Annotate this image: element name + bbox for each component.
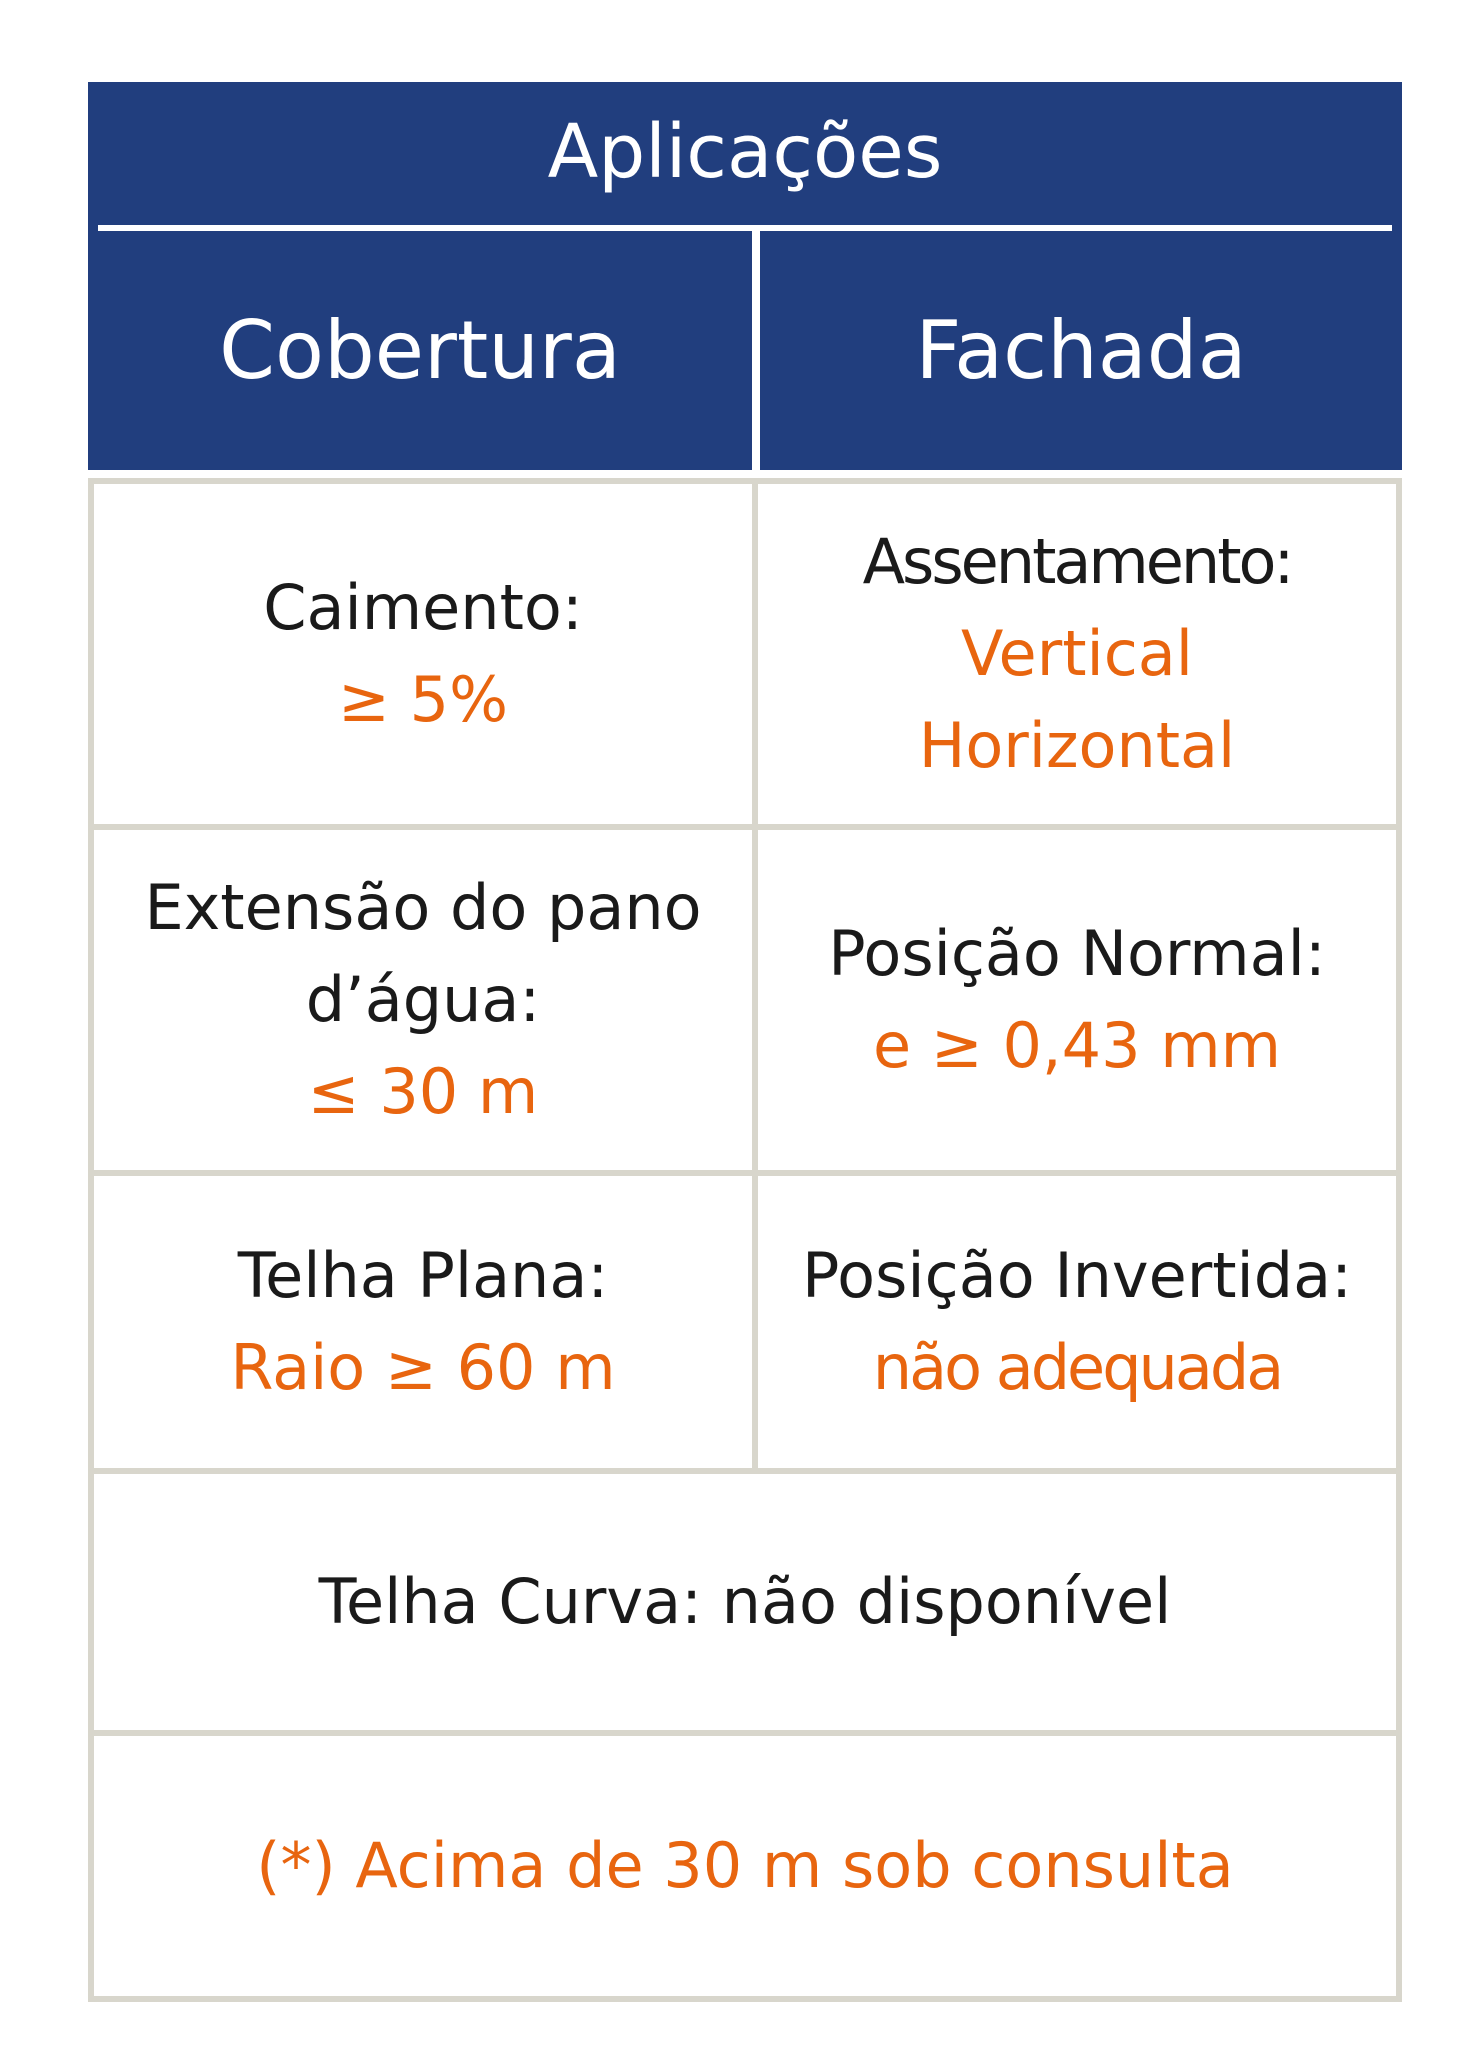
cell-caimento <box>88 478 758 830</box>
cell-assentamento <box>752 478 1402 830</box>
table-header <box>88 82 1402 470</box>
cell-label: Telha Plana: <box>237 1239 609 1312</box>
cell-value: ≤ 30 m <box>307 1055 539 1128</box>
header-divider-vertical <box>752 228 760 470</box>
cell-value: não adequada <box>872 1331 1282 1404</box>
cell-label: Assentamento: <box>862 525 1292 598</box>
cell-value: e ≥ 0,43 mm <box>872 1009 1282 1082</box>
column-header-cobertura: Cobertura <box>219 304 621 397</box>
cell-label: Caimento: <box>263 571 583 644</box>
table-title: Aplicações <box>547 109 943 195</box>
footnote-text: (*) Acima de 30 m sob consulta <box>256 1829 1234 1902</box>
cell-value: Vertical <box>960 617 1194 690</box>
applications-table <box>88 82 1402 2002</box>
cell-value: ≥ 5% <box>337 663 508 736</box>
cell-label: d’água: <box>305 963 541 1036</box>
cell-posicao-invertida <box>752 1170 1402 1474</box>
cell-label: Posição Invertida: <box>801 1239 1353 1312</box>
footnote-cell <box>88 1730 1402 2002</box>
table-body <box>88 478 1402 2002</box>
cell-posicao-normal <box>752 824 1402 1176</box>
cell-label: Telha Curva: não disponível <box>318 1565 1172 1638</box>
cell-telha-curva <box>88 1468 1402 1736</box>
cell-extensao <box>88 824 758 1176</box>
cell-label: Posição Normal: <box>828 917 1326 990</box>
cell-value: Horizontal <box>918 709 1236 782</box>
cell-telha-plana <box>88 1170 758 1474</box>
cell-label: Extensão do pano <box>144 871 702 944</box>
column-header-fachada: Fachada <box>915 304 1247 397</box>
cell-value: Raio ≥ 60 m <box>230 1331 616 1404</box>
